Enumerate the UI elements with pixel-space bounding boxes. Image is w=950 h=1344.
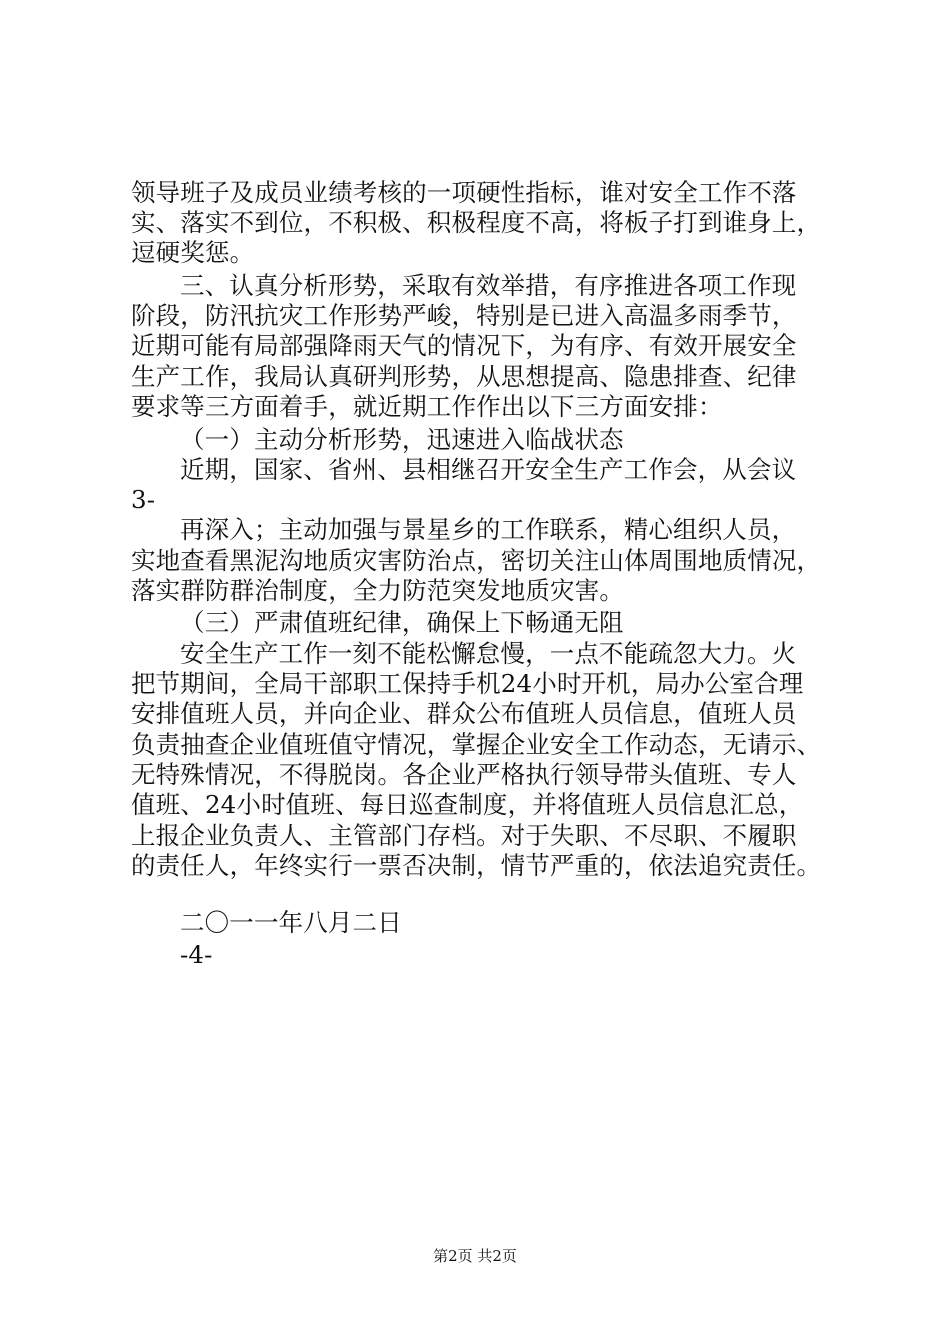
document-date: 二〇一一年八月二日 [180,908,402,937]
body-text-line: 安全生产工作一刻不能松懈怠慢，一点不能疏忽大力。火 [180,639,797,668]
body-text-line: 安排值班人员，并向企业、群众公布值班人员信息，值班人员 [131,699,797,728]
body-text-line: 负责抽查企业值班值守情况，掌握企业安全工作动态，无请示、 [131,730,822,759]
body-text-line: 再深入；主动加强与景星乡的工作联系，精心组织人员， [180,515,797,544]
subsection-heading-one: （一）主动分析形势，迅速进入临战状态 [180,425,624,454]
body-text-line: 逗硬奖惩。 [131,238,255,267]
body-text-line: 阶段，防汛抗灾工作形势严峻，特别是已进入高温多雨季节， [131,301,797,330]
body-text-line: 领导班子及成员业绩考核的一项硬性指标，谁对安全工作不落 [131,178,797,207]
body-text-line: 生产工作，我局认真研判形势，从思想提高、隐患排查、纪律 [131,362,797,391]
body-text-line: 实、落实不到位，不积极、积极程度不高，将板子打到谁身上， [131,208,822,237]
body-text-line: 把节期间，全局干部职工保持手机24小时开机，局办公室合理 [131,669,804,698]
page-break-marker: 3- [131,485,156,514]
page-marker: -4- [180,940,213,969]
body-text-line: 落实群防群治制度，全力防范突发地质灾害。 [131,576,624,605]
subsection-heading-three: （三）严肃值班纪律，确保上下畅通无阻 [180,608,624,637]
body-text-line: 上报企业负责人、主管部门存档。对于失职、不尽职、不履职 [131,821,797,850]
body-text-line: 要求等三方面着手，就近期工作作出以下三方面安排： [131,392,723,421]
body-text-line: 值班、24小时值班、每日巡查制度，并将值班人员信息汇总， [131,790,804,819]
body-text-line: 近期可能有局部强降雨天气的情况下，为有序、有效开展安全 [131,331,797,360]
body-text-line: 的责任人，年终实行一票否决制，情节严重的，依法追究责任。 [131,851,822,880]
body-text-line: 实地查看黑泥沟地质灾害防治点，密切关注山体周围地质情况， [131,546,822,575]
body-text-line: 无特殊情况，不得脱岗。各企业严格执行领导带头值班、专人 [131,760,797,789]
page-footer: 第2页 共2页 [433,1247,517,1265]
section-heading-three: 三、认真分析形势，采取有效举措，有序推进各项工作现 [180,271,797,300]
body-text-line: 近期，国家、省州、县相继召开安全生产工作会，从会议 [180,455,797,484]
